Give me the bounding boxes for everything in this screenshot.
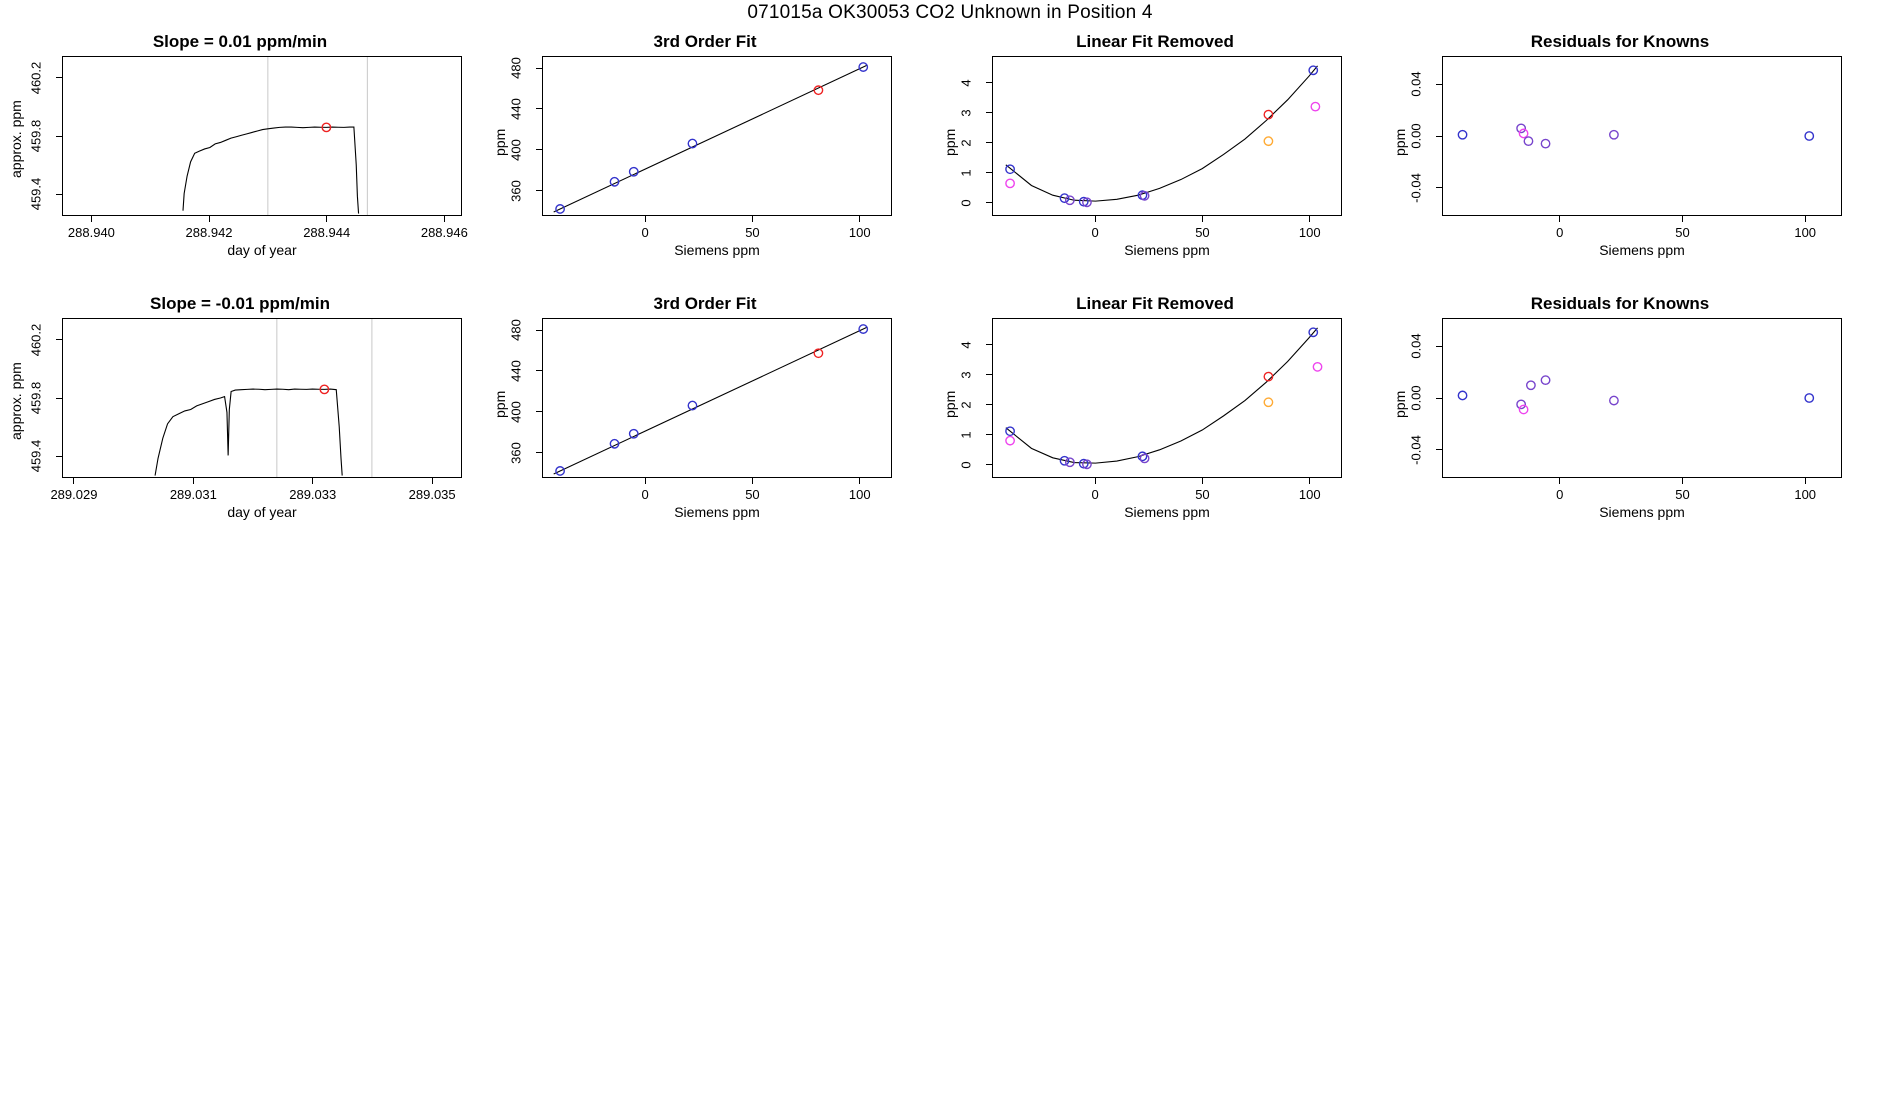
y-tick-label: 459.4 bbox=[28, 439, 44, 473]
y-tickmark bbox=[986, 374, 992, 375]
y-axis-label: ppm bbox=[942, 128, 958, 156]
plot-row-1 bbox=[0, 28, 1900, 290]
x-tick-label: 288.942 bbox=[185, 225, 233, 240]
y-tick-label: 3 bbox=[958, 109, 974, 117]
y-tick-label: 4 bbox=[958, 341, 974, 349]
x-tickmark bbox=[1682, 478, 1683, 484]
y-tick-label: 1 bbox=[958, 431, 974, 439]
y-tick-label: 360 bbox=[508, 179, 524, 202]
panel-title: 3rd Order Fit bbox=[653, 32, 757, 51]
x-tickmark bbox=[1095, 478, 1096, 484]
x-axis-label: Siemens ppm bbox=[1599, 242, 1685, 258]
y-tickmark bbox=[986, 404, 992, 405]
y-tickmark bbox=[56, 398, 62, 399]
y-tick-label: 2 bbox=[958, 139, 974, 147]
y-tick-label: 0.04 bbox=[1408, 333, 1424, 360]
x-tickmark bbox=[645, 478, 646, 484]
y-tickmark bbox=[986, 82, 992, 83]
x-tickmark bbox=[444, 216, 445, 222]
panel-row1-residuals bbox=[1380, 28, 1860, 290]
x-tick-label: 289.035 bbox=[408, 487, 456, 502]
page-title: 071015a OK30053 CO2 Unknown in Position 4 bbox=[747, 2, 1153, 23]
x-axis-label: Siemens ppm bbox=[674, 242, 760, 258]
y-tickmark bbox=[1436, 136, 1442, 137]
panel-row1-linear-fit-removed bbox=[930, 28, 1380, 290]
x-tickmark bbox=[1202, 216, 1203, 222]
x-tick-label: 100 bbox=[1794, 487, 1817, 502]
panel-title: Linear Fit Removed bbox=[1076, 294, 1234, 313]
x-tick-label: 100 bbox=[1298, 487, 1321, 502]
y-tick-label: 3 bbox=[958, 371, 974, 379]
x-tick-label: 0 bbox=[1091, 487, 1099, 502]
x-tick-label: 288.946 bbox=[420, 225, 468, 240]
panel-title: Slope = -0.01 ppm/min bbox=[150, 294, 330, 313]
y-tickmark bbox=[56, 456, 62, 457]
x-axis-label: day of year bbox=[227, 504, 297, 520]
x-tick-label: 50 bbox=[1195, 225, 1210, 240]
x-tickmark bbox=[859, 216, 860, 222]
y-tick-label: 460.2 bbox=[28, 323, 44, 357]
y-tickmark bbox=[536, 68, 542, 69]
x-tick-label: 289.029 bbox=[50, 487, 98, 502]
y-tickmark bbox=[536, 190, 542, 191]
y-tick-label: 440 bbox=[508, 360, 524, 382]
x-axis-label: day of year bbox=[227, 242, 297, 258]
x-tick-label: 50 bbox=[1675, 487, 1690, 502]
x-tickmark bbox=[73, 478, 74, 484]
x-tick-label: 289.031 bbox=[169, 487, 217, 502]
y-axis-label: ppm bbox=[942, 390, 958, 418]
x-tick-label: 0 bbox=[641, 487, 649, 502]
y-tickmark bbox=[986, 434, 992, 435]
y-tickmark bbox=[536, 108, 542, 109]
y-tick-label: 1 bbox=[958, 169, 974, 177]
x-tickmark bbox=[312, 478, 313, 484]
x-tickmark bbox=[1559, 478, 1560, 484]
panel-row1-3rd-order-fit bbox=[480, 28, 930, 290]
x-tickmark bbox=[1805, 478, 1806, 484]
y-axis-label: ppm bbox=[1392, 128, 1408, 156]
y-tickmark bbox=[536, 452, 542, 453]
x-tick-label: 289.033 bbox=[289, 487, 337, 502]
y-tickmark bbox=[536, 149, 542, 150]
y-tick-label: 2 bbox=[958, 401, 974, 409]
x-tickmark bbox=[91, 216, 92, 222]
y-tickmark bbox=[986, 142, 992, 143]
y-tick-label: 440 bbox=[508, 98, 524, 120]
x-tickmark bbox=[1095, 216, 1096, 222]
y-tick-label: 400 bbox=[508, 400, 524, 423]
panel-row1-timeseries bbox=[0, 28, 480, 290]
y-tickmark bbox=[1436, 398, 1442, 399]
x-tick-label: 50 bbox=[745, 225, 760, 240]
x-tickmark bbox=[1202, 478, 1203, 484]
y-axis-label: ppm bbox=[492, 390, 508, 418]
x-tick-label: 100 bbox=[848, 487, 871, 502]
panel-row2-timeseries bbox=[0, 290, 480, 552]
x-tick-label: 100 bbox=[1794, 225, 1817, 240]
panel-title: Linear Fit Removed bbox=[1076, 32, 1234, 51]
x-tick-label: 0 bbox=[1556, 225, 1564, 240]
y-tick-label: 0.00 bbox=[1408, 123, 1424, 149]
x-tickmark bbox=[1559, 216, 1560, 222]
x-tick-label: 288.944 bbox=[303, 225, 351, 240]
x-tickmark bbox=[752, 478, 753, 484]
panel-title: Residuals for Knowns bbox=[1530, 294, 1710, 313]
y-tick-label: 360 bbox=[508, 441, 524, 464]
y-tick-label: -0.04 bbox=[1408, 172, 1424, 203]
y-tick-label: 460.2 bbox=[28, 61, 44, 95]
y-tickmark bbox=[1436, 346, 1442, 347]
x-tick-label: 0 bbox=[641, 225, 649, 240]
y-tick-label: 400 bbox=[508, 138, 524, 161]
y-tickmark bbox=[56, 136, 62, 137]
x-tick-label: 50 bbox=[1675, 225, 1690, 240]
x-tickmark bbox=[645, 216, 646, 222]
x-tick-label: 288.940 bbox=[67, 225, 115, 240]
x-tick-label: 0 bbox=[1091, 225, 1099, 240]
y-tick-label: 0.00 bbox=[1408, 385, 1424, 411]
y-tick-label: 480 bbox=[508, 57, 524, 80]
panel-row2-residuals bbox=[1380, 290, 1860, 552]
x-tick-label: 0 bbox=[1556, 487, 1564, 502]
y-tickmark bbox=[56, 339, 62, 340]
y-axis-label: approx. ppm bbox=[8, 362, 24, 440]
y-tickmark bbox=[536, 411, 542, 412]
x-axis-label: Siemens ppm bbox=[1599, 504, 1685, 520]
x-tickmark bbox=[432, 478, 433, 484]
x-axis-label: Siemens ppm bbox=[674, 504, 760, 520]
panel-title: Slope = 0.01 ppm/min bbox=[152, 32, 328, 51]
y-tickmark bbox=[1436, 187, 1442, 188]
plot-grid bbox=[0, 28, 1900, 552]
x-tickmark bbox=[193, 478, 194, 484]
x-tick-label: 100 bbox=[848, 225, 871, 240]
y-tickmark bbox=[986, 464, 992, 465]
x-tickmark bbox=[209, 216, 210, 222]
x-axis-label: Siemens ppm bbox=[1124, 242, 1210, 258]
y-tick-label: 4 bbox=[958, 79, 974, 87]
x-tick-label: 50 bbox=[745, 487, 760, 502]
x-tickmark bbox=[326, 216, 327, 222]
y-axis-label: approx. ppm bbox=[8, 100, 24, 178]
x-axis-label: Siemens ppm bbox=[1124, 504, 1210, 520]
x-tick-label: 100 bbox=[1298, 225, 1321, 240]
y-axis-label: ppm bbox=[492, 128, 508, 156]
y-tick-label: 0 bbox=[958, 460, 974, 469]
y-tick-label: 0.04 bbox=[1408, 71, 1424, 98]
x-tickmark bbox=[1805, 216, 1806, 222]
plot-row-2 bbox=[0, 290, 1900, 552]
y-tick-label: 0 bbox=[958, 198, 974, 207]
y-tickmark bbox=[986, 112, 992, 113]
y-tickmark bbox=[986, 172, 992, 173]
y-tickmark bbox=[986, 202, 992, 203]
x-tickmark bbox=[1309, 216, 1310, 222]
y-tick-label: 459.8 bbox=[28, 381, 44, 415]
x-tickmark bbox=[1309, 478, 1310, 484]
y-tick-label: 480 bbox=[508, 319, 524, 342]
y-tickmark bbox=[56, 77, 62, 78]
x-tickmark bbox=[1682, 216, 1683, 222]
panel-row2-3rd-order-fit bbox=[480, 290, 930, 552]
y-tick-label: 459.8 bbox=[28, 119, 44, 153]
y-tickmark bbox=[986, 344, 992, 345]
panel-title: 3rd Order Fit bbox=[653, 294, 757, 313]
x-tickmark bbox=[752, 216, 753, 222]
y-axis-label: ppm bbox=[1392, 390, 1408, 418]
x-tickmark bbox=[859, 478, 860, 484]
x-tick-label: 50 bbox=[1195, 487, 1210, 502]
panel-row2-linear-fit-removed bbox=[930, 290, 1380, 552]
y-tickmark bbox=[1436, 84, 1442, 85]
y-tickmark bbox=[1436, 449, 1442, 450]
y-tick-label: -0.04 bbox=[1408, 434, 1424, 465]
y-tickmark bbox=[536, 370, 542, 371]
y-tickmark bbox=[536, 330, 542, 331]
y-tick-label: 459.4 bbox=[28, 177, 44, 211]
panel-title: Residuals for Knowns bbox=[1530, 32, 1710, 51]
y-tickmark bbox=[56, 194, 62, 195]
